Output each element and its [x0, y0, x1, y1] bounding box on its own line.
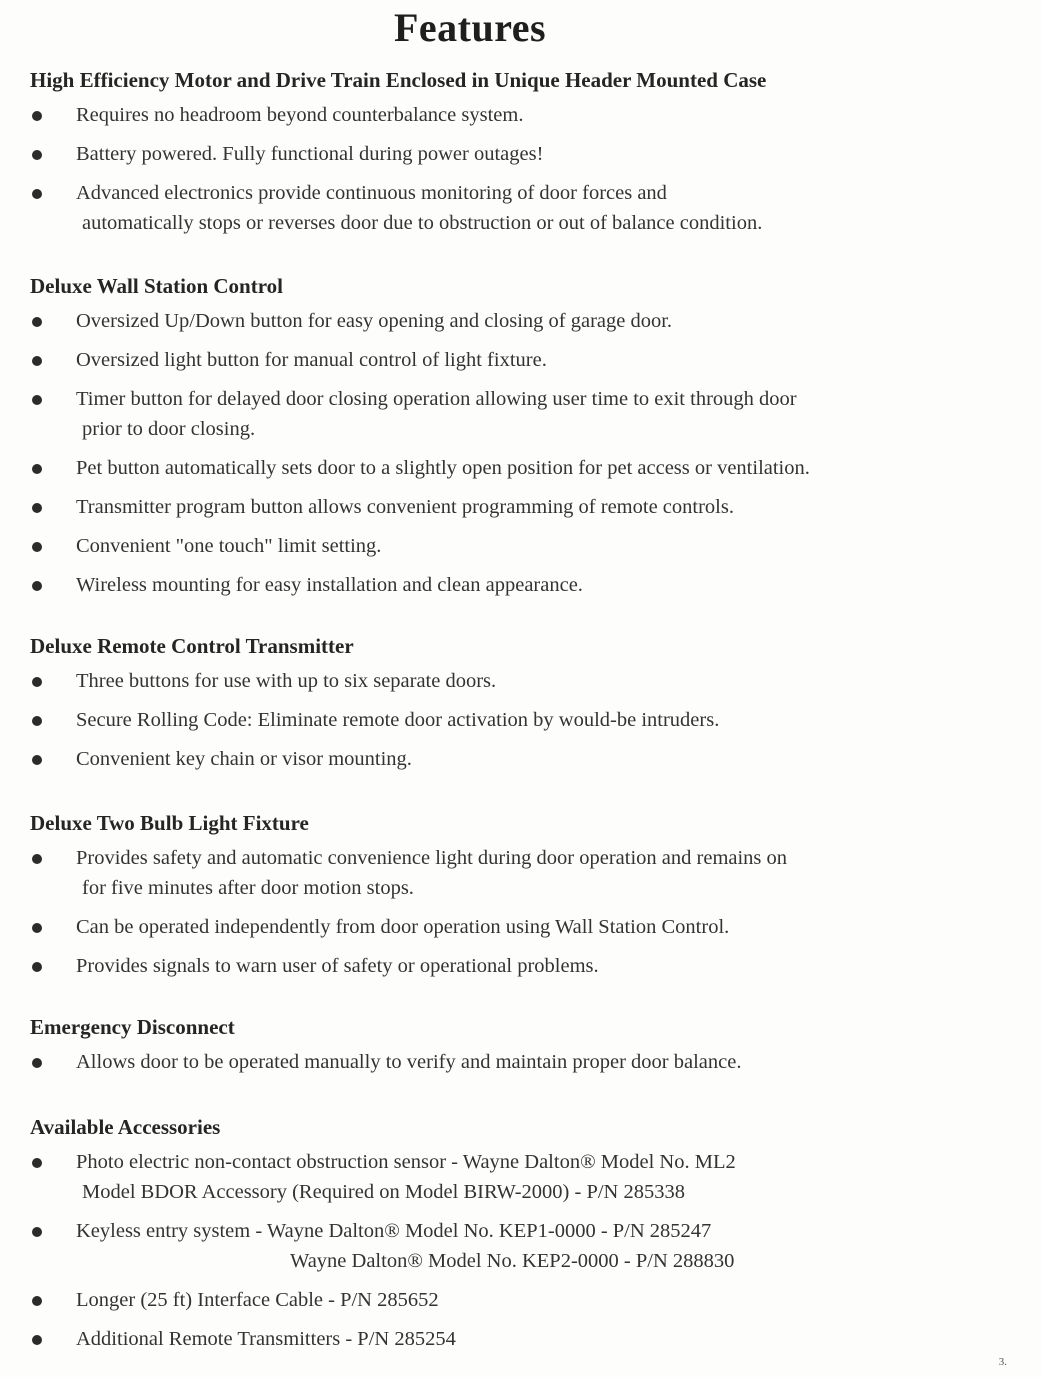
- list-item: [30, 139, 990, 169]
- item-text: Oversized light button for manual control of light fixture.: [76, 349, 547, 371]
- item-text: Secure Rolling Code: Eliminate remote door activation by would-be intruders.: [76, 709, 720, 731]
- bullet-list: [30, 1147, 990, 1354]
- bullet-icon: [32, 395, 42, 405]
- section-heading: Emergency Disconnect: [30, 1015, 235, 1039]
- item-text-continued: automatically stops or reverses door due to obstruction or out of balance condition.: [82, 212, 763, 234]
- page-title: Features: [393, 5, 547, 50]
- bullet-list: [30, 100, 990, 238]
- item-text: Provides signals to warn user of safety or operational problems.: [76, 955, 599, 977]
- bullet-icon: [32, 503, 42, 513]
- list-item: [30, 178, 990, 238]
- section-heading: Deluxe Remote Control Transmitter: [30, 634, 354, 658]
- list-item: [30, 843, 990, 903]
- item-text: Convenient key chain or visor mounting.: [76, 748, 412, 770]
- section-wall-station: [30, 272, 990, 609]
- list-item: [30, 1216, 990, 1276]
- section-heading: Deluxe Two Bulb Light Fixture: [30, 811, 309, 835]
- list-item: [30, 744, 990, 774]
- list-item: [30, 345, 990, 375]
- item-text: Convenient "one touch" limit setting.: [76, 535, 382, 557]
- item-text: Three buttons for use with up to six separate doors.: [76, 670, 497, 692]
- bullet-list: [30, 306, 990, 600]
- section-heading: Available Accessories: [30, 1115, 221, 1139]
- item-text: Photo electric non-contact obstruction sensor - Wayne Dalton® Model No. ML2: [76, 1151, 736, 1173]
- item-text-continued: prior to door closing.: [82, 418, 256, 440]
- item-text-continued: Model BDOR Accessory (Required on Model BIRW-2000) - P/N 285338: [82, 1181, 685, 1203]
- list-item: [30, 306, 990, 336]
- item-text: Can be operated independently from door operation using Wall Station Control.: [76, 916, 730, 938]
- list-item: [30, 492, 990, 522]
- item-text: Allows door to be operated manually to verify and maintain proper door balance.: [76, 1051, 742, 1073]
- bullet-icon: [32, 854, 42, 864]
- section-accessories: [30, 1113, 990, 1363]
- bullet-icon: [32, 677, 42, 687]
- bullet-icon: [32, 1296, 42, 1306]
- item-text-continued: for five minutes after door motion stops.: [82, 877, 414, 899]
- item-text: Transmitter program button allows convenient programming of remote controls.: [76, 496, 734, 518]
- bullet-icon: [32, 464, 42, 474]
- list-item: [30, 1147, 990, 1207]
- list-item: [30, 570, 990, 600]
- section-motor: [30, 66, 990, 247]
- list-item: [30, 666, 990, 696]
- section-heading: High Efficiency Motor and Drive Train Enclosed in Unique Header Mounted Case: [30, 68, 767, 92]
- section-heading: Deluxe Wall Station Control: [30, 274, 283, 298]
- bullet-icon: [32, 962, 42, 972]
- item-text: Additional Remote Transmitters - P/N 285254: [76, 1328, 456, 1350]
- item-text: Advanced electronics provide continuous monitoring of door forces and: [76, 182, 667, 204]
- item-text: Provides safety and automatic convenience light during door operation and remains on: [76, 847, 788, 869]
- list-item: [30, 1047, 990, 1077]
- bullet-list: [30, 843, 990, 981]
- bullet-icon: [32, 581, 42, 591]
- bullet-icon: [32, 542, 42, 552]
- section-light-fixture: [30, 809, 990, 990]
- bullet-icon: [32, 189, 42, 199]
- bullet-icon: [32, 1058, 42, 1068]
- list-item: [30, 912, 990, 942]
- list-item: [30, 1285, 990, 1315]
- bullet-icon: [32, 317, 42, 327]
- bullet-icon: [32, 1227, 42, 1237]
- bullet-icon: [32, 111, 42, 121]
- bullet-list: [30, 1047, 990, 1077]
- item-text: Timer button for delayed door closing operation allowing user time to exit through door: [76, 388, 797, 410]
- bullet-list: [30, 666, 990, 774]
- bullet-icon: [32, 716, 42, 726]
- list-item: [30, 100, 990, 130]
- bullet-icon: [32, 923, 42, 933]
- section-emergency-disconnect: [30, 1013, 990, 1086]
- section-remote-transmitter: [30, 632, 990, 783]
- item-text: Pet button automatically sets door to a slightly open position for pet access or ventilation.: [76, 457, 810, 479]
- bullet-icon: [32, 755, 42, 765]
- item-text: Keyless entry system - Wayne Dalton® Model No. KEP1-0000 - P/N 285247: [76, 1220, 712, 1242]
- list-item: [30, 1324, 990, 1354]
- page-number: 3.: [998, 1356, 1007, 1368]
- bullet-icon: [32, 1158, 42, 1168]
- list-item: [30, 951, 990, 981]
- bullet-icon: [32, 1335, 42, 1345]
- list-item: [30, 705, 990, 735]
- list-item: [30, 453, 990, 483]
- item-text: Battery powered. Fully functional during power outages!: [76, 143, 544, 165]
- list-item: [30, 531, 990, 561]
- item-text: Longer (25 ft) Interface Cable - P/N 285652: [76, 1289, 439, 1311]
- bullet-icon: [32, 150, 42, 160]
- item-text: Wireless mounting for easy installation and clean appearance.: [76, 574, 583, 596]
- bullet-icon: [32, 356, 42, 366]
- item-text: Requires no headroom beyond counterbalance system.: [76, 104, 524, 126]
- item-text: Oversized Up/Down button for easy opening and closing of garage door.: [76, 310, 673, 332]
- list-item: [30, 384, 990, 444]
- item-text-continued: Wayne Dalton® Model No. KEP2-0000 - P/N 288830: [290, 1250, 735, 1272]
